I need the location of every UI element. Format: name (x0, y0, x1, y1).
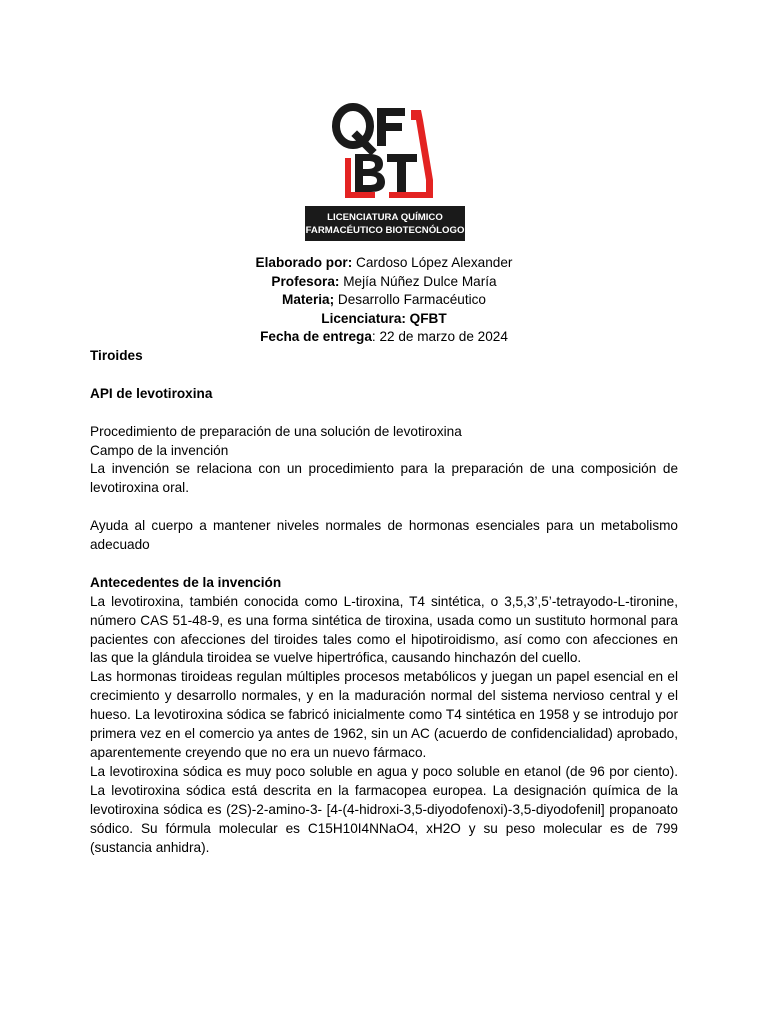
logo-banner-line2: FARMACÉUTICO BIOTECNÓLOGO (305, 225, 465, 236)
background-heading: Antecedentes de la invención (90, 574, 282, 590)
procedure-title: Procedimiento de preparación de una solución de levotiroxina (90, 423, 462, 439)
due-date-value: : 22 de marzo de 2024 (371, 329, 508, 345)
logo-banner-line1: LICENCIATURA QUÍMICO (327, 212, 443, 223)
api-heading: API de levotiroxina (90, 385, 213, 401)
qfbt-logo (305, 96, 465, 241)
professor-label: Profesora: (271, 273, 340, 289)
document-header (0, 254, 768, 347)
due-date-line (0, 328, 768, 347)
professor-value: Mejía Núñez Dulce María (339, 273, 497, 289)
due-date-label: Fecha de entrega (260, 329, 372, 345)
field-title: Campo de la invención (90, 442, 229, 458)
help-paragraph: Ayuda al cuerpo a mantener niveles normales de hormonas esenciales para un metabolismo adecuado (90, 518, 678, 553)
subject-label: Materia; (282, 292, 335, 308)
degree-line: Licenciatura: QFBT (321, 310, 447, 326)
field-paragraph: La invención se relaciona con un procedimiento para la preparación de una composición de levotiroxina oral. (90, 461, 678, 496)
background-paragraph-1: La levotiroxina, también conocida como L-tiroxina, T4 sintética, o 3,5,3’,5’-tetrayodo-L-tironine, número CAS 51-48-9, es una forma sintética de tiroxina, usada como un sustituto hormonal para pacientes con afecciones del tiroides tales como el hipotiroidismo, así como con afecciones en las que la glándula tiroidea se vuelve hipertrófica, causando hinchazón del cuello. (90, 593, 678, 666)
document-body (90, 347, 678, 857)
topic-heading: Tiroides (90, 348, 143, 363)
background-paragraph-3: La levotiroxina sódica es muy poco soluble en agua y poco soluble en etanol (de 96 por ciento). La levotiroxina sódica está descrita en la farmacopea europea. La designación química de la levotiroxina sódica es (2S)-2-amino-3- [4-(4-hidroxi-3,5-diyodofenoxi)-3,5-diyodofenil] propanoato sódico. Su fórmula molecular es C15H10I4NNaO4, xH2O y su peso molecular es de 799 (sustancia anhidra). (90, 763, 678, 855)
background-paragraph-2: Las hormonas tiroideas regulan múltiples procesos metabólicos y juegan un papel esencial en el crecimiento y desarrollo normales, y en la maduración normal del sistema nervioso central y el hueso. La levotiroxina sódica se fabricó inicialmente como T4 sintética en 1958 y se introdujo por primera vez en el comercio ya antes de 1962, sin un AC (acuerdo de confidencialidad) aprobado, aparentemente creyendo que no era un nuevo fármaco. (90, 669, 678, 760)
author-label: Elaborado por: (255, 255, 353, 270)
subject-value: Desarrollo Farmacéutico (334, 292, 486, 308)
author-line (0, 254, 768, 273)
author-value: Cardoso López Alexander (352, 255, 513, 270)
subject-line (0, 291, 768, 310)
professor-line (0, 273, 768, 292)
